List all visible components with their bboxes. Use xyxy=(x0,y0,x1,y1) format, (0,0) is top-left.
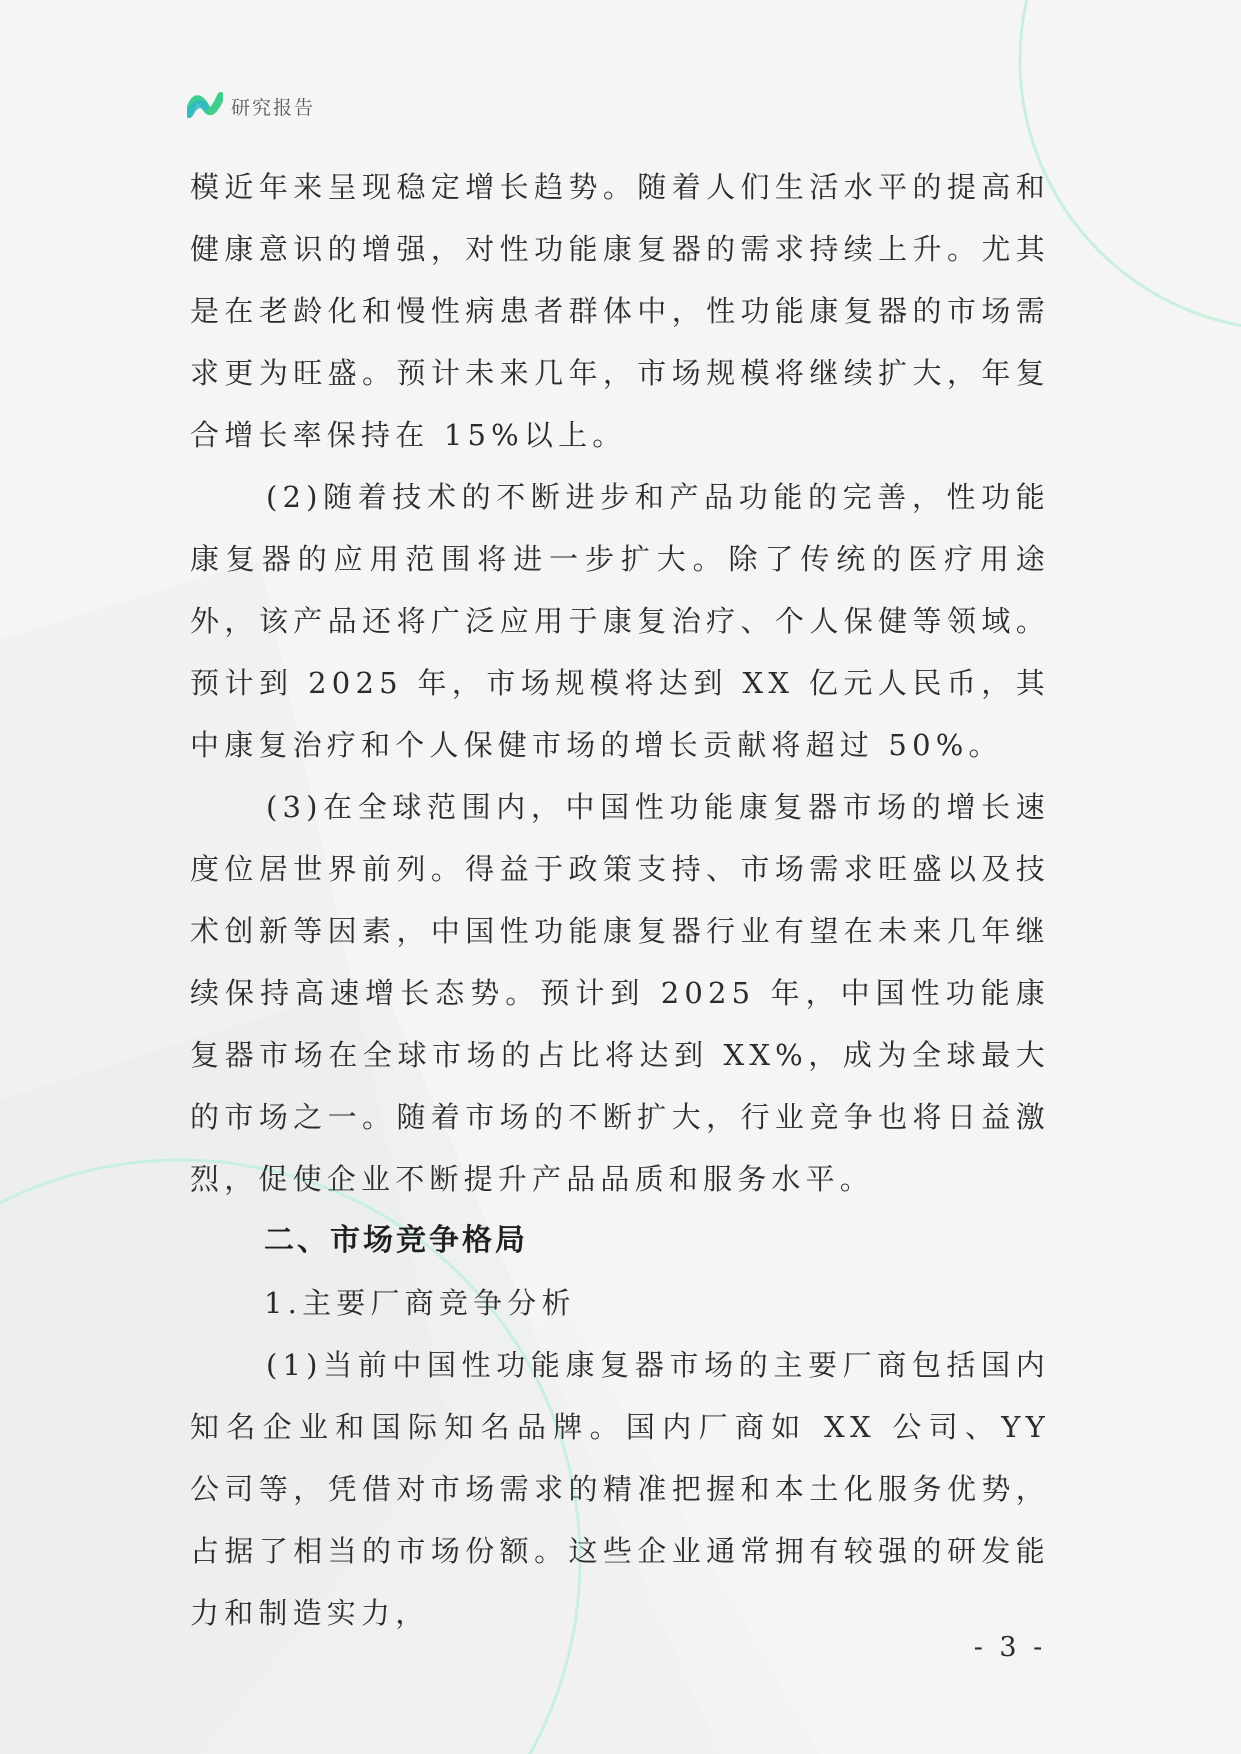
document-body xyxy=(190,156,1050,1644)
report-header xyxy=(187,88,315,124)
section-heading: 二、市场竞争格局 xyxy=(264,1223,528,1258)
page-number: - 3 - xyxy=(973,1632,1047,1663)
body-paragraph: (3)在全球范围内，中国性功能康复器市场的增长速度位居世界前列。得益于政策支持、市场需求旺盛以及技术创新等因素，中国性功能康复器行业有望在未来几年继续保持高速增长态势。预计到 2025 年，中国性功能康复器市场在全球市场的占比将达到 XX%，成为全球最大的市场之一。随着市场的不断扩大，行业竞争也将日益激烈，促使企业不断提升产品品质和服务水平。 xyxy=(190,790,1050,1196)
body-paragraph: (2)随着技术的不断进步和产品功能的完善，性功能康复器的应用范围将进一步扩大。除了传统的医疗用途外，该产品还将广泛应用于康复治疗、个人保健等领域。预计到 2025 年，市场规模将达到 XX 亿元人民币，其中康复治疗和个人保健市场的增长贡献将超过 50%。 xyxy=(190,480,1050,762)
subsection-heading: 1.主要厂商竞争分析 xyxy=(264,1286,576,1320)
body-paragraph: 模近年来呈现稳定增长趋势。随着人们生活水平的提高和健康意识的增强，对性功能康复器的需求持续上升。尤其是在老龄化和慢性病患者群体中，性功能康复器的市场需求更为旺盛。预计未来几年，市场规模将继续扩大，年复合增长率保持在 15%以上。 xyxy=(190,170,1050,452)
brand-logo-icon xyxy=(187,90,223,122)
header-title: 研究报告 xyxy=(231,96,316,119)
body-paragraph: (1)当前中国性功能康复器市场的主要厂商包括国内知名企业和国际知名品牌。国内厂商如 XX 公司、YY 公司等，凭借对市场需求的精准把握和本土化服务优势，占据了相当的市场份额。这些企业通常拥有较强的研发能力和制造实力， xyxy=(190,1348,1050,1630)
